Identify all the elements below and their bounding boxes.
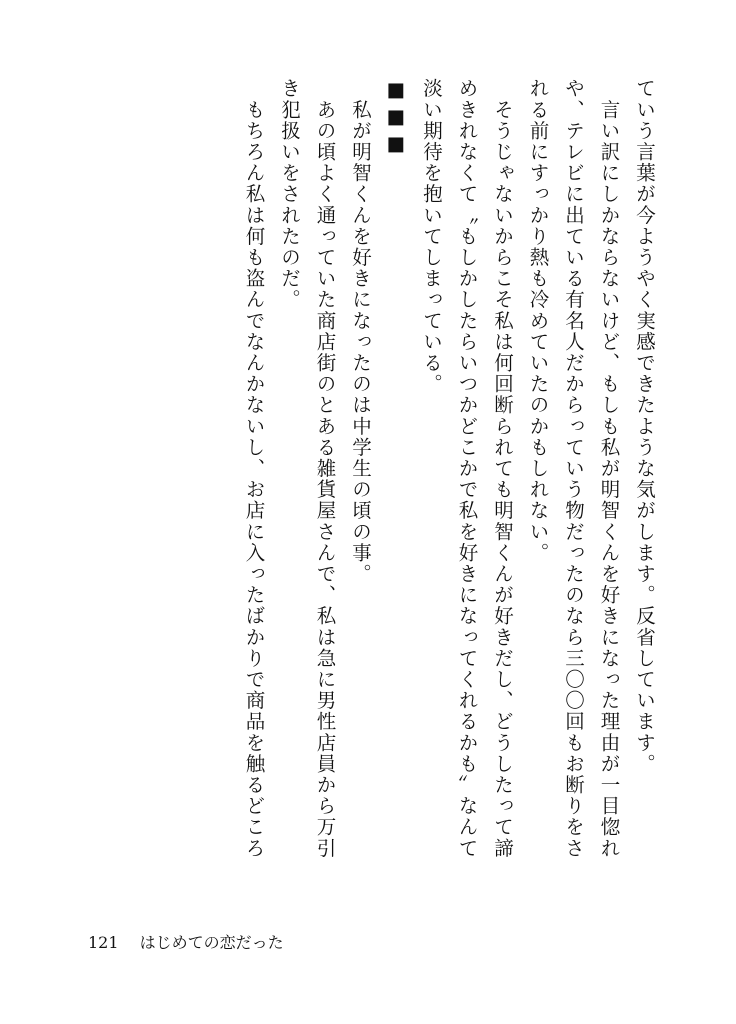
- text-line: や、テレビに出ている有名人だからっていう物だったのなら三〇〇回もお断りをさ: [562, 78, 585, 859]
- text-line: もちろん私は何も盗んでなんかないし、お店に入ったばかりで商品を触るどころ: [242, 78, 266, 859]
- section-separator: ■■■: [384, 78, 408, 159]
- text-line: 淡い期待を抱いてしまっている。: [420, 78, 443, 395]
- text-line: き犯扱いをされたのだ。: [278, 78, 301, 311]
- text-line: れる前にすっかり熱も冷めていたのかもしれない。: [526, 78, 550, 564]
- text-line: 私が明智くんを好きになったのは中学生の頃の事。: [349, 78, 372, 585]
- chapter-title: はじめての恋だった: [139, 933, 284, 952]
- text-line: あの頃よく通っていた商店街のとある雑貨屋さんで、私は急に男性店員から万引: [313, 78, 337, 859]
- page-footer: [88, 930, 284, 953]
- text-line: めきれなくて〝もしかしたらいつかどこかで私を好きになってくれるかも〟なんて: [455, 78, 479, 859]
- page-number: 121: [88, 933, 119, 952]
- body-text: [236, 78, 662, 928]
- text-line: ていう言葉が今ようやく実感できたような気がします。反省しています。: [633, 78, 656, 775]
- text-line: 言い訳にしかならないけど、もしも私が明智くんを好きになった理由が一目惚れ: [597, 78, 621, 859]
- text-line: そうじゃないからこそ私は何回断られても明智くんが好きだし、どうしたって諦: [491, 78, 514, 859]
